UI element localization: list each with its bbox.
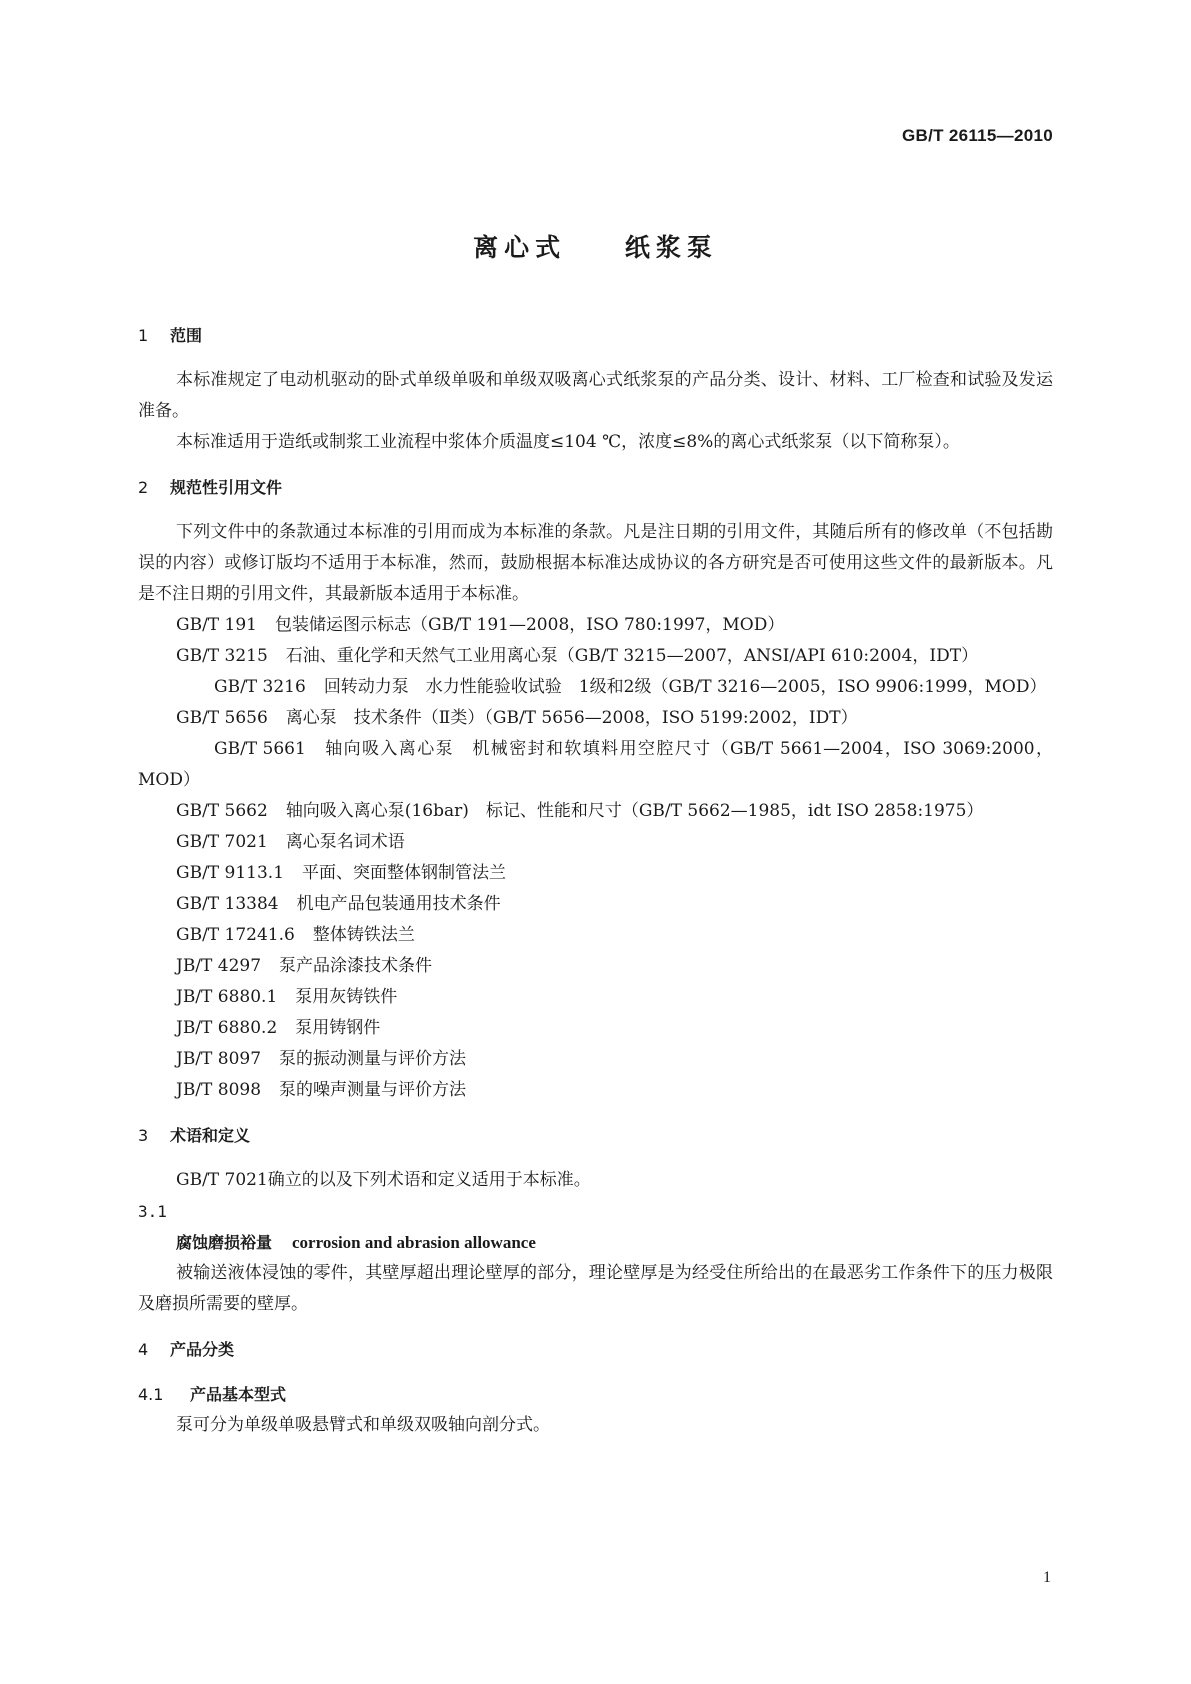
- section-heading-scope: [138, 320, 1053, 351]
- section-title: 产品分类: [170, 1340, 235, 1359]
- reference-title: 离心泵名词术语: [285, 832, 405, 852]
- reference-title: 泵产品涂漆技术条件: [279, 956, 433, 976]
- section-title: 术语和定义: [170, 1126, 251, 1145]
- reference-item: [138, 1013, 1053, 1044]
- reference-code: JB/T 6880.2: [176, 1018, 278, 1038]
- paragraph: 本标准规定了电动机驱动的卧式单级单吸和单级双吸离心式纸浆泵的产品分类、设计、材料、工厂检查和试验及发运准备。: [138, 370, 1053, 421]
- reference-code: GB/T 17241.6: [176, 925, 295, 945]
- reference-title: 离心泵 技术条件（Ⅱ类）（GB/T 5656—2008，ISO 5199:2002，IDT）: [285, 708, 858, 728]
- paragraph: 泵可分为单级单吸悬臂式和单级双吸轴向剖分式。: [176, 1415, 550, 1435]
- reference-code: GB/T 5662: [176, 801, 268, 821]
- reference-item: [138, 610, 1053, 641]
- reference-item: [138, 889, 1053, 920]
- reference-item: [138, 734, 1053, 796]
- section-title: 范围: [170, 326, 203, 345]
- section-number: 1: [138, 326, 149, 345]
- reference-item: [138, 641, 1053, 672]
- reference-code: GB/T 7021: [176, 832, 268, 852]
- reference-title: 泵的噪声测量与评价方法: [279, 1080, 467, 1100]
- reference-item: [138, 1044, 1053, 1075]
- paragraph: 本标准适用于造纸或制浆工业流程中浆体介质温度≤104 ℃，浓度≤8%的离心式纸浆泵（以下简称泵）。: [176, 432, 960, 452]
- reference-item: [138, 796, 1053, 827]
- section-heading-terms-and-definitions: [138, 1120, 1053, 1151]
- reference-code: JB/T 6880.1: [176, 987, 278, 1007]
- reference-title: 平面、突面整体钢制管法兰: [302, 863, 507, 883]
- subsection-number: 4.1: [138, 1385, 164, 1404]
- subsection-title: 产品基本型式: [190, 1385, 287, 1404]
- document-title: 离心式 纸浆泵: [473, 233, 718, 262]
- page-number: 1: [1043, 1569, 1051, 1586]
- reference-code: GB/T 3215: [176, 646, 268, 666]
- section-heading-product-classification: [138, 1334, 1053, 1365]
- reference-item: [138, 827, 1053, 858]
- term-entry: [138, 1227, 1053, 1258]
- reference-title: 回转动力泵 水力性能验收试验 1级和2级（GB/T 3216—2005，ISO 9906:1999，MOD）: [323, 677, 1047, 697]
- reference-code: GB/T 13384: [176, 894, 279, 914]
- reference-item: [138, 703, 1053, 734]
- reference-item: [138, 672, 1053, 703]
- section-number: 3: [138, 1126, 149, 1145]
- reference-code: JB/T 8097: [176, 1049, 262, 1069]
- reference-item: [138, 858, 1053, 889]
- reference-title: 机电产品包装通用技术条件: [296, 894, 501, 914]
- term-english: corrosion and abrasion allowance: [292, 1233, 536, 1252]
- document-body: [138, 320, 1053, 1441]
- subsection-heading-basic-type: [138, 1379, 1053, 1410]
- reference-title: 整体铸铁法兰: [312, 925, 415, 945]
- reference-title: 泵的振动测量与评价方法: [279, 1049, 467, 1069]
- paragraph: 下列文件中的条款通过本标准的引用而成为本标准的条款。凡是注日期的引用文件，其随后所有的修改单（不包括勘误的内容）或修订版均不适用于本标准，然而，鼓励根据本标准达成协议的各方研究是否可使用这些文件的最新版本。凡是不注日期的引用文件，其最新版本适用于本标准。: [138, 522, 1053, 604]
- section-heading-normative-references: [138, 472, 1053, 503]
- reference-code: GB/T 9113.1: [176, 863, 285, 883]
- reference-code: JB/T 8098: [176, 1080, 262, 1100]
- section-title: 规范性引用文件: [170, 478, 283, 497]
- reference-code: GB/T 5656: [176, 708, 268, 728]
- reference-title: 包装储运图示标志（GB/T 191—2008，ISO 780:1997，MOD）: [275, 615, 785, 635]
- standard-number: GB/T 26115—2010: [902, 126, 1053, 145]
- reference-title: 石油、重化学和天然气工业用离心泵（GB/T 3215—2007，ANSI/API 610:2004，IDT）: [285, 646, 979, 666]
- reference-code: JB/T 4297: [176, 956, 262, 976]
- reference-title: 泵用灰铸铁件: [295, 987, 398, 1007]
- reference-code: GB/T 5661: [214, 739, 306, 759]
- reference-item: [138, 982, 1053, 1013]
- reference-title: 轴向吸入离心泵 机械密封和软填料用空腔尺寸（GB/T 5661—2004，ISO 3069:2000，MOD）: [138, 739, 1053, 790]
- reference-code: GB/T 3216: [214, 677, 306, 697]
- section-number: 2: [138, 478, 149, 497]
- reference-title: 泵用铸钢件: [295, 1018, 381, 1038]
- reference-item: [138, 951, 1053, 982]
- reference-item: [138, 920, 1053, 951]
- reference-title: 轴向吸入离心泵(16bar) 标记、性能和尺寸（GB/T 5662—1985，idt ISO 2858:1975）: [285, 801, 984, 821]
- reference-code: GB/T 191: [176, 615, 257, 635]
- term-number: 3.1: [138, 1202, 167, 1221]
- section-number: 4: [138, 1340, 149, 1359]
- paragraph: GB/T 7021确立的以及下列术语和定义适用于本标准。: [176, 1170, 591, 1190]
- term-chinese: 腐蚀磨损裕量: [176, 1233, 273, 1252]
- term-definition: 被输送液体浸蚀的零件，其壁厚超出理论壁厚的部分，理论壁厚是为经受住所给出的在最恶劣工作条件下的压力极限及磨损所需要的壁厚。: [138, 1263, 1053, 1314]
- reference-item: [138, 1075, 1053, 1106]
